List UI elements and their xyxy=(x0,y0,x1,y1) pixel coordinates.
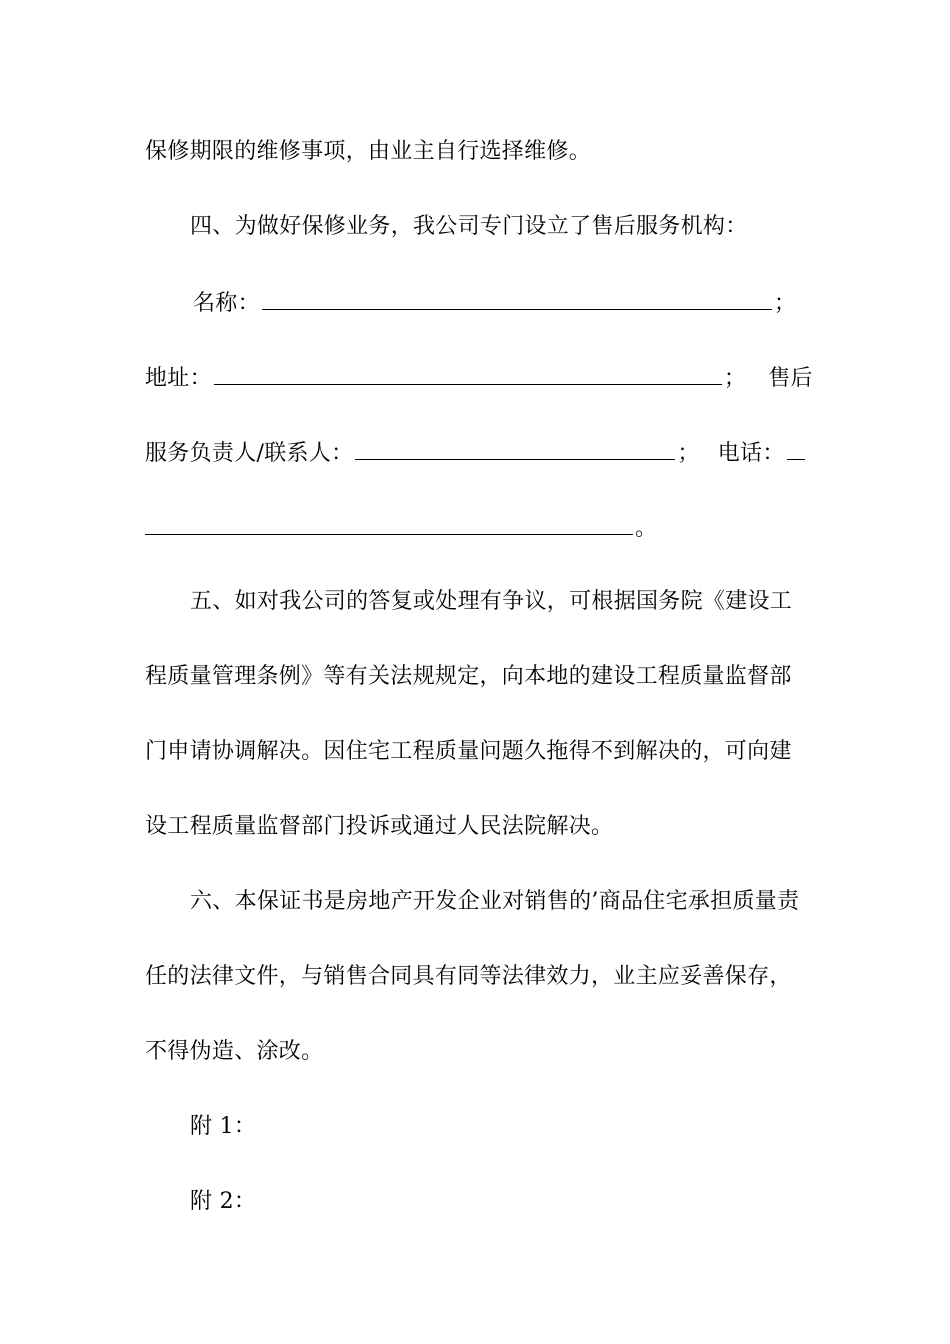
section-6-line-3: 不得伪造、涂改。 xyxy=(145,1039,324,1064)
name-end-punct: ； xyxy=(773,291,797,316)
address-end-punct: ； xyxy=(723,366,747,391)
name-field-row xyxy=(193,287,807,319)
section-6-line-2: 任的法律文件，与销售合同具有同等法律效力，业主应妥善保存， xyxy=(145,964,792,989)
phone-blank-line xyxy=(145,512,633,535)
contact-label: 服务负责人/联系人： xyxy=(145,441,354,466)
phone-label: 电话： xyxy=(717,441,785,466)
appendix-2: 附 2： xyxy=(190,1189,257,1214)
section-5-line-4: 设工程质量监督部门投诉或通过人民法院解决。 xyxy=(145,814,614,839)
contact-field-row xyxy=(145,437,807,469)
section-6-line-1: 六、本保证书是房地产开发企业对销售的’商品住宅承担质量责 xyxy=(190,889,800,914)
contact-end-punct: ； xyxy=(677,441,700,466)
section-5-line-2: 程质量管理条例》等有关法规规定，向本地的建设工程质量监督部 xyxy=(145,664,792,689)
contact-blank-line xyxy=(355,437,675,460)
section-5-line-1 xyxy=(190,587,807,617)
phone-continuation-row xyxy=(145,512,807,544)
address-label: 地址： xyxy=(145,366,212,391)
phone-end-punct: 。 xyxy=(635,516,658,541)
section-5-line-3: 门申请协调解决。因住宅工程质量问题久拖得不到解决的，可向建 xyxy=(145,739,792,764)
appendix-1: 附 1： xyxy=(190,1114,257,1139)
phone-blank-line-start xyxy=(787,437,805,460)
name-label: 名称： xyxy=(193,291,260,316)
section-4-heading: 四、为做好保修业务，我公司专门设立了售后服务机构： xyxy=(190,214,748,239)
after-sales-label: 售后 xyxy=(768,366,813,391)
section-5-text: 五、如对我公司的答复或处理有争议，可根据国务院《建设工 xyxy=(190,589,793,614)
address-field-row xyxy=(145,362,813,394)
name-blank-line xyxy=(262,287,772,310)
paragraph-line: 保修期限的维修事项，由业主自行选择维修。 xyxy=(145,139,592,164)
address-blank-line xyxy=(214,362,722,385)
